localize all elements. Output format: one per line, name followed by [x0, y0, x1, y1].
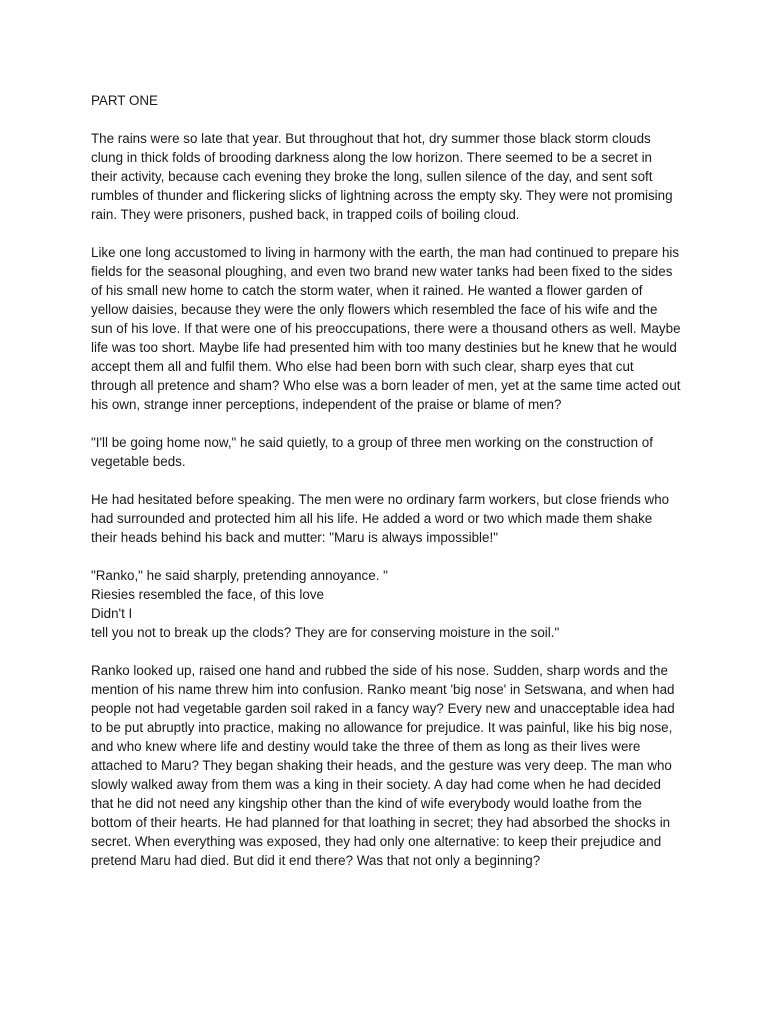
paragraph-fields: Like one long accustomed to living in harmony with the earth, the man had continued to prepare his fields for the seasonal ploughing, and even two brand new water tanks had been fixed to the sides of his small new home to catch the storm water, when it rained. He wanted a flower garden of yellow daisies, because they were the only flowers which resembled the face of his wife and the sun of his love. If that were one of his preoccupations, there were a thousand others as well. Maybe life was too short. Maybe life had presented him with too many destinies but he knew that he would accept them all and fulfil them. Who else had been born with such clear, sharp eyes that cut through all pretence and sham? Who else was a born leader of men, yet at the same time acted out his own, strange inner perceptions, independent of the praise or blame of men? [91, 245, 681, 412]
dialogue-line: tell you not to break up the clods? They are for conserving moisture in the soil." [91, 625, 560, 640]
paragraph-going-home: "I'll be going home now," he said quietly, to a group of three men working on the construction of vegetable beds. [91, 435, 653, 469]
part-heading: PART ONE [91, 93, 158, 108]
paragraph-hesitated: He had hesitated before speaking. The men were no ordinary farm workers, but close friends who had surrounded and protected him all his life. He added a word or two which made them shake their heads behind his back and mutter: "Maru is always impossible!" [91, 492, 670, 545]
paragraph-ranko-looked-up: Ranko looked up, raised one hand and rubbed the side of his nose. Sudden, sharp words and the mention of his name threw him into confusion. Ranko meant 'big nose' in Setswana, and when had people not had vegetable garden soil raked in a fancy way? Every new and unacceptable idea had to be put abruptly into practice, making no allowance for prejudice. It was painful, like his big nose, and who knew where life and destiny would take the three of them as long as their lives were attached to Maru? They began shaking their heads, and the gesture was very deep. The man who slowly walked away from them was a king in their society. A day had come when he had decided that he did not need any kingship other than the kind of wife everybody would loathe from the bottom of their hearts. He had planned for that loathing in secret; they had absorbed the shocks in secret. When everything was exposed, they had only one alternative: to keep their prejudice and pretend Maru had died. But did it end there? Was that not only a beginning? [91, 663, 675, 868]
paragraph-rains: The rains were so late that year. But throughout that hot, dry summer those black storm clouds clung in thick folds of brooding darkness along the low horizon. There seemed to be a secret in their activity, because cach evening they broke the long, sullen silence of the day, and sent soft rumbles of thunder and flickering slicks of lightning across the empty sky. They were not promising rain. They were prisoners, pushed back, in trapped coils of boiling cloud. [91, 131, 673, 222]
document-page [91, 91, 681, 889]
dialogue-line: Didn't I [91, 606, 133, 621]
dialogue-line: Riesies resembled the face, of this love [91, 587, 324, 602]
dialogue-line: "Ranko," he said sharply, pretending annoyance. " [91, 568, 388, 583]
paragraph-ranko-dialogue [91, 566, 681, 642]
